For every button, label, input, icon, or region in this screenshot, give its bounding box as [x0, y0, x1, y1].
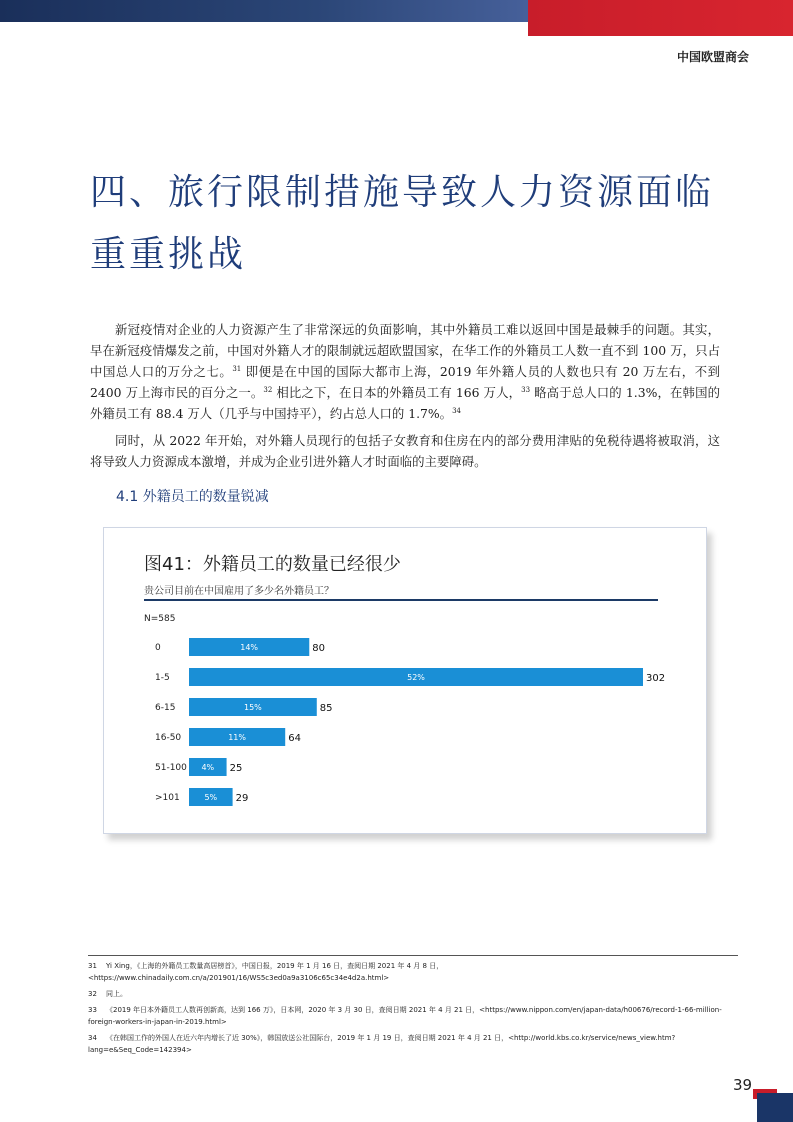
footnote-text: 《2019 年日本外籍员工人数再创新高，达到 166 万》，日本网，2020 年 3 月 30 日，查阅日期 2021 年 4 月 21 日，<https://www.nippon.com/en/japan-data/h00676/record-1-66-million-foreign-workers-in-japan-in-2019.html> [88, 1006, 722, 1026]
figure-rule [144, 599, 658, 601]
category-label: >101 [155, 793, 180, 803]
bar-chart [144, 628, 684, 813]
section-title-line2: 重重挑战 [90, 234, 247, 275]
footnote-ref-31[interactable]: 31 [232, 365, 242, 373]
value-label: 64 [288, 733, 301, 744]
page-number: 39 [733, 1076, 753, 1094]
sample-size-label: N=585 [144, 614, 176, 624]
percent-label: 15% [244, 703, 262, 712]
section-title [90, 162, 730, 286]
footnote-number: 31 [88, 962, 97, 970]
organization-name: 中国欧盟商会 [676, 50, 749, 64]
percent-label: 11% [228, 733, 246, 742]
footnote-text: 同上。 [106, 990, 127, 998]
subsection-heading: 4.1 外籍员工的数量锐减 [116, 489, 269, 505]
figure-question: 贵公司目前在中国雇用了多少名外籍员工？ [144, 586, 334, 597]
footnote-ref-34[interactable]: 34 [452, 407, 461, 415]
footnote-text: Yi Xing，《上海的外籍员工数量高居榜首》，中国日报，2019 年 1 月 16 日，查阅日期 2021 年 4 月 8 日，<https://www.chinadaily.com.cn/a/201901/16/WS5c3ed0a9a3106c65c34e4d2a.html> [88, 962, 444, 982]
footnote-32 [88, 988, 724, 1000]
percent-label: 52% [407, 673, 425, 682]
percent-label: 5% [204, 793, 218, 802]
value-label: 29 [235, 793, 249, 804]
header-band-blue [0, 0, 528, 22]
value-label: 80 [312, 643, 325, 654]
footnote-33 [88, 1004, 724, 1028]
category-label: 16-50 [155, 733, 182, 743]
body-paragraph-2: 同时，从 2022 年开始，对外籍人员现行的包括子女教育和住房在内的部分费用津贴的免税待遇将被取消，这将导致人力资源成本激增，并成为企业引进外籍人才时面临的主要障碍。 [90, 433, 720, 469]
percent-label: 4% [201, 763, 215, 772]
para1-sentence-1: 新冠疫情对企业的人力资源产生了非常深远的负面影响，其中外籍员工难以返回中国是最棘手的问题。其实，早在新冠疫情爆发之前，中国对外籍人才的限制就远超欧盟国家，在华工作的外籍员工人数一直不到 100 万，只占中国总人口的万分之七。 [90, 322, 720, 379]
footnote-divider [88, 955, 738, 956]
footnote-31 [88, 960, 724, 984]
category-label: 51-100 [155, 763, 187, 773]
category-label: 6-15 [155, 703, 176, 713]
footnote-ref-33[interactable]: 33 [521, 386, 531, 394]
footnote-ref-32[interactable]: 32 [263, 386, 273, 394]
footnotes [88, 960, 724, 1060]
body-paragraph-1 [90, 319, 720, 424]
para1-sentence-4: 略高于总人口的 1.3%，在韩国的外籍员工有 88.4 万人（几乎与中国持平），约占总人口的 1.7%。 [90, 385, 720, 421]
footnote-34 [88, 1032, 724, 1056]
value-label: 85 [319, 703, 333, 714]
category-label: 0 [155, 643, 161, 653]
percent-label: 14% [240, 643, 259, 652]
section-title-line1: 四、旅行限制措施导致人力资源面临 [90, 172, 715, 213]
footnote-number: 34 [88, 1034, 97, 1042]
footnote-number: 33 [88, 1006, 97, 1014]
figure-41 [103, 527, 707, 834]
footnote-text: 《在韩国工作的外国人在近六年内增长了近 30%》，韩国放送公社国际台，2019 年 1 月 19 日，查阅日期 2021 年 4 月 21 日，<http://world.kbs.co.kr/service/news_view.htm?lang=e&Seq_Code=142394> [88, 1034, 676, 1054]
footnote-number: 32 [88, 990, 97, 998]
category-label: 1-5 [155, 673, 170, 683]
value-label: 25 [229, 763, 243, 774]
header-band-red [528, 0, 793, 36]
value-label: 302 [646, 673, 666, 684]
figure-title: 图41：外籍员工的数量已经很少 [144, 554, 401, 575]
para1-sentence-2: 即便是在中国的国际大都市上海，2019 年外籍人员的人数也只有 20 万左右，不到 2400 万上海市民的百分之一。 [90, 364, 720, 400]
para1-sentence-3: 相比之下，在日本的外籍员工有 166 万人， [272, 385, 522, 400]
corner-accent-blue [757, 1093, 793, 1122]
